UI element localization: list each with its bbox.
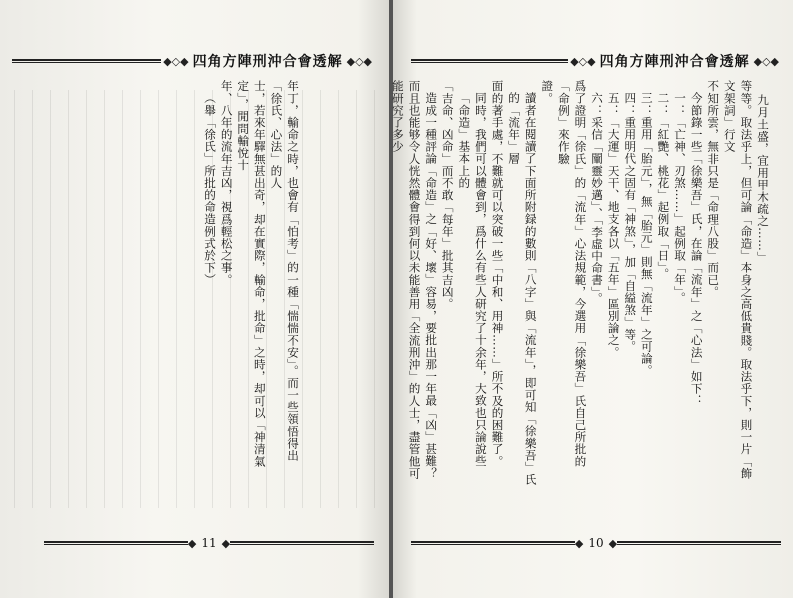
- header-ornament-left: ◆◇◆: [570, 54, 596, 68]
- left-page-header: [12, 50, 374, 72]
- footer-ornament: ◆: [608, 536, 618, 550]
- text-line: 士，若來年驛無甚出奇，却在實際，輸命，批命」之時，却可以「神清氣定」，閒問輸悅十: [236, 80, 267, 468]
- page-number: 11: [201, 536, 217, 550]
- text-line: 而且也能够令人恍然體會得到何以未能善用「全流刑沖」的人士，盡管他可能研究了多少: [390, 80, 422, 480]
- text-line: 等等。取法乎上，但可論「命造」本身之高低貴賤。取法乎下，則一片「飾文架詞」行文: [722, 80, 754, 480]
- text-line: 九月土盛，宜用甲木疏之……」: [756, 94, 770, 264]
- right-page: [390, 0, 793, 598]
- right-page-header: [411, 50, 781, 72]
- text-line: 今節錄一些「徐樂吾」氏，在論「流年」之「心法」如下：: [689, 92, 704, 407]
- page-number: 10: [588, 536, 604, 550]
- text-line: 六：采信「闡靈妙邁」、「李虛中命書」。: [590, 92, 605, 305]
- text-line: 造成一種評論「命造」之「好、壞」容易，要批出那一年最「凶」甚難？: [424, 92, 439, 480]
- text-line: （舉「徐氏」所批的命造例式於下）: [203, 92, 218, 286]
- text-line: 讀者在閱讀了下面所附録的數則「八字」與「流年」，即可知「徐樂吾」氏的「流年」層: [507, 92, 538, 486]
- header-ornament-right: ◆◇◆: [346, 54, 372, 68]
- right-page-footer: [411, 534, 781, 552]
- running-title: 四角方陣刑沖合會透解: [192, 54, 343, 70]
- text-line: 五：「大運」天干、地支各以「五年」區別論之。: [606, 92, 621, 359]
- text-line: 不知所雲，無非只是「命理八股」而已。: [706, 80, 721, 298]
- text-line: 年丁，輸命之時，也會有「怕考」的一種「惴惴不安」。而一些領悟得出「徐氏、心法」的人: [269, 80, 300, 462]
- text-line: 同時，我們可以體會到，爲什么有些人研究了十余年，大致也只論說些「命造」基本上的: [457, 92, 488, 468]
- right-page-body: [389, 80, 771, 490]
- header-ornament-right: ◆◇◆: [753, 54, 779, 68]
- header-rule: [411, 59, 568, 63]
- header-ornament-left: ◆◇◆: [163, 54, 189, 68]
- text-line: 年、八年的流年吉凶，視爲輕松之事。: [219, 80, 234, 286]
- footer-ornament: ◆: [187, 536, 197, 550]
- left-page-footer: [44, 534, 374, 552]
- footer-rule: [617, 541, 781, 545]
- text-line: 二：「紅艷、桃花」起例取「日」。: [656, 92, 671, 280]
- bleed-through-texture: [14, 90, 384, 508]
- running-title: 四角方陣刑沖合會透解: [599, 54, 750, 70]
- footer-ornament: ◆: [221, 536, 231, 550]
- footer-rule: [230, 541, 374, 545]
- left-page-body: [201, 80, 301, 480]
- text-line: 「吉命、凶命」而不敢「每年」批其吉凶。: [440, 80, 455, 310]
- left-page: [0, 0, 389, 598]
- text-line: 三：重用「胎元」，無「胎元」則無「流年」之可論。: [639, 92, 654, 377]
- header-rule: [12, 59, 161, 63]
- text-line: 爲了證明「徐氏」的「流年」心法規範，今選用「徐樂吾」氏自己所批的「命例」來作驗: [556, 80, 588, 468]
- text-line: 證。: [540, 80, 555, 105]
- text-line: 一：「亡神、刃煞……」起例取「年」。: [673, 92, 688, 304]
- text-line: 面的著手處，不難就可以突破一些「中和、用神……」所不及的困難了。: [490, 80, 505, 468]
- footer-rule: [411, 541, 575, 545]
- footer-ornament: ◆: [574, 536, 584, 550]
- text-line: 四：重用明代之固有「神煞」，加「自縊煞」等。: [623, 92, 638, 353]
- footer-rule: [44, 541, 188, 545]
